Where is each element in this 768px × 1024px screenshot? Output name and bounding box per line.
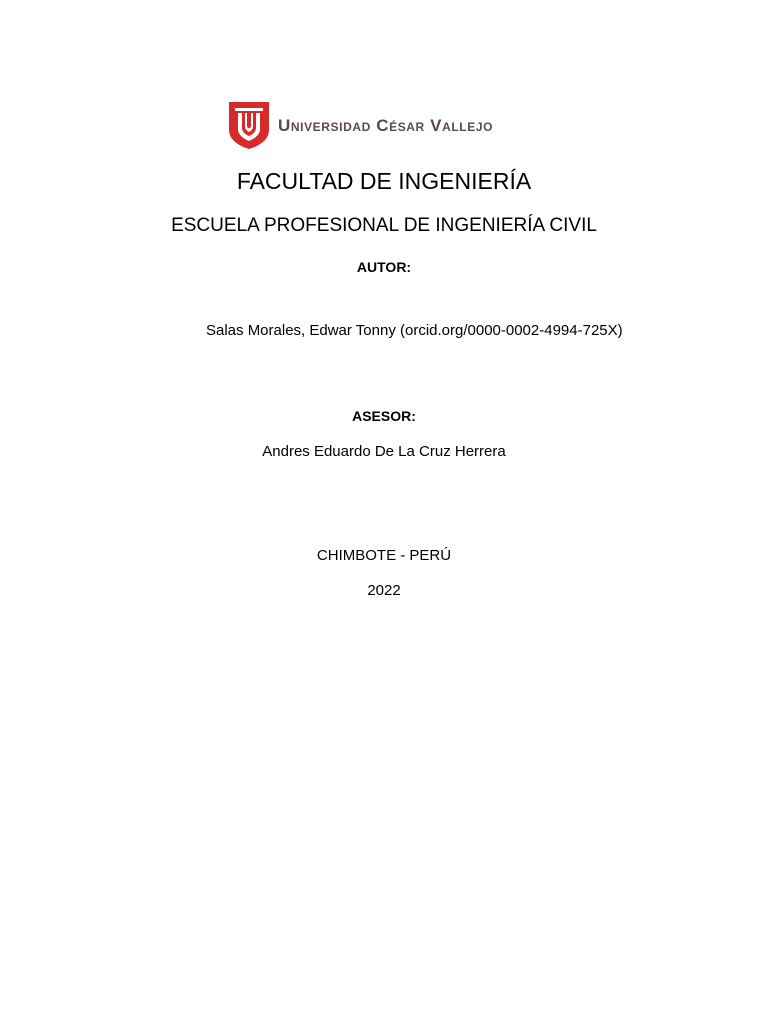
university-logo xyxy=(228,100,493,150)
university-name: Universidad César Vallejo xyxy=(278,115,494,135)
author-label: AUTOR: xyxy=(356,259,412,275)
faculty-title: FACULTAD DE INGENIERÍA xyxy=(236,168,532,194)
author-name: Salas Morales, Edwar Tonny (orcid.org/0000-0002-4994-725X) xyxy=(206,322,623,339)
school-title: ESCUELA PROFESIONAL DE INGENIERÍA CIVIL xyxy=(171,215,597,236)
advisor-name: Andres Eduardo De La Cruz Herrera xyxy=(262,443,506,460)
place: CHIMBOTE - PERÚ xyxy=(316,547,452,564)
advisor-label: ASESOR: xyxy=(352,408,416,424)
year: 2022 xyxy=(367,582,401,599)
ucv-shield-icon xyxy=(228,100,270,150)
